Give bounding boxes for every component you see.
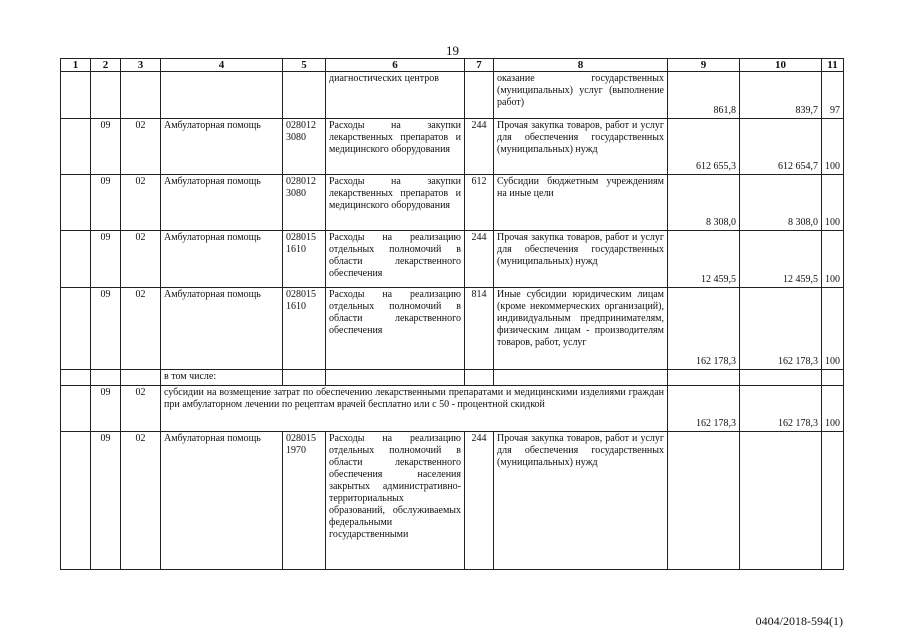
expense-type-name: Иные субсидии юридическим лицам (кроме некоммерческих организаций), индивидуальным предпринимателям, физическим лицам - производителям товаров, работ, услуг (494, 288, 668, 370)
header-cell: 10 (740, 59, 822, 72)
expense-type-name: Прочая закупка товаров, работ и услуг для обеспечения государственных (муниципальных) нужд (494, 231, 668, 288)
expense-type (465, 72, 494, 119)
header-cell: 6 (326, 59, 465, 72)
subsection-code: 02 (121, 175, 161, 231)
section-code: 09 (91, 175, 121, 231)
table-row (61, 370, 844, 386)
planned-amount: 861,8 (668, 72, 740, 119)
section-code: 09 (91, 288, 121, 370)
header-cell: 2 (91, 59, 121, 72)
table-header-row (61, 59, 844, 72)
document-code: 0404/2018-594(1) (755, 614, 843, 628)
planned-amount (668, 432, 740, 570)
header-cell: 1 (61, 59, 91, 72)
table-row (61, 231, 844, 288)
target-article: 028015 1970 (283, 432, 326, 570)
expense-type-name: Прочая закупка товаров, работ и услуг для обеспечения государственных (муниципальных) нужд (494, 432, 668, 570)
target-article: 028015 1610 (283, 288, 326, 370)
section-code: 09 (91, 119, 121, 175)
subsection-code (121, 72, 161, 119)
expense-type: 612 (465, 175, 494, 231)
target-article: 028012 3080 (283, 119, 326, 175)
percent-executed (822, 432, 844, 570)
subsection-name (161, 72, 283, 119)
percent-executed: 100 (822, 119, 844, 175)
expense-type-name: Прочая закупка товаров, работ и услуг для обеспечения государственных (муниципальных) нужд (494, 119, 668, 175)
planned-amount: 8 308,0 (668, 175, 740, 231)
planned-amount: 612 655,3 (668, 119, 740, 175)
subsection-name: Амбулаторная помощь (161, 288, 283, 370)
subsection-code: 02 (121, 119, 161, 175)
percent-executed: 100 (822, 288, 844, 370)
executed-amount (740, 432, 822, 570)
budget-table (60, 58, 844, 570)
header-cell: 3 (121, 59, 161, 72)
planned-amount: 12 459,5 (668, 231, 740, 288)
expense-type-name: Субсидии бюджетным учреждениям на иные цели (494, 175, 668, 231)
subsection-code: 02 (121, 386, 161, 432)
table-row (61, 288, 844, 370)
planned-amount: 162 178,3 (668, 386, 740, 432)
section-code (91, 72, 121, 119)
executed-amount: 839,7 (740, 72, 822, 119)
table-row (61, 119, 844, 175)
executed-amount: 612 654,7 (740, 119, 822, 175)
target-article (283, 72, 326, 119)
percent-executed: 97 (822, 72, 844, 119)
expense-type: 244 (465, 119, 494, 175)
page-number: 19 (446, 43, 459, 58)
section-code: 09 (91, 386, 121, 432)
executed-amount: 8 308,0 (740, 175, 822, 231)
table-row (61, 175, 844, 231)
executed-amount: 162 178,3 (740, 288, 822, 370)
target-article-name: Расходы на закупки лекарственных препаратов и медицинского оборудования (326, 175, 465, 231)
expense-type: 244 (465, 231, 494, 288)
header-cell: 9 (668, 59, 740, 72)
subsection-name: Амбулаторная помощь (161, 231, 283, 288)
header-cell: 8 (494, 59, 668, 72)
subsection-name: Амбулаторная помощь (161, 119, 283, 175)
expense-type-name: оказание государственных (муниципальных) услуг (выполнение работ) (494, 72, 668, 119)
expense-type: 244 (465, 432, 494, 570)
planned-amount: 162 178,3 (668, 288, 740, 370)
target-article: 028015 1610 (283, 231, 326, 288)
subsection-code: 02 (121, 432, 161, 570)
executed-amount: 12 459,5 (740, 231, 822, 288)
subsection-code: 02 (121, 231, 161, 288)
percent-executed: 100 (822, 175, 844, 231)
section-code: 09 (91, 231, 121, 288)
subsection-code: 02 (121, 288, 161, 370)
table-row (61, 72, 844, 119)
header-cell: 7 (465, 59, 494, 72)
executed-amount: 162 178,3 (740, 386, 822, 432)
subsection-name: Амбулаторная помощь (161, 432, 283, 570)
subsection-name: Амбулаторная помощь (161, 175, 283, 231)
target-article-name: Расходы на реализацию отдельных полномочий в области лекарственного обеспечения (326, 288, 465, 370)
header-cell: 4 (161, 59, 283, 72)
header-cell: 5 (283, 59, 326, 72)
target-article-name: Расходы на реализацию отдельных полномочий в области лекарственного обеспечения (326, 231, 465, 288)
section-code: 09 (91, 432, 121, 570)
in-total-label: в том числе: (161, 370, 283, 386)
percent-executed: 100 (822, 386, 844, 432)
target-article: 028012 3080 (283, 175, 326, 231)
table-row (61, 432, 844, 570)
percent-executed: 100 (822, 231, 844, 288)
target-article-name: диагностических центров (326, 72, 465, 119)
subsidy-description: субсидии на возмещение затрат по обеспечению лекарственными препаратами и медицинскими изделиями граждан при амбулаторном лечении по рецептам врачей бесплатно или с 50 - процентной скидкой (161, 386, 668, 432)
target-article-name: Расходы на реализацию отдельных полномочий в области лекарственного обеспечения населения закрытых административно-территориальных образований, обслуживаемых федеральными государственными (326, 432, 465, 570)
target-article-name: Расходы на закупки лекарственных препаратов и медицинского оборудования (326, 119, 465, 175)
header-cell: 11 (822, 59, 844, 72)
subsidy-row (61, 386, 844, 432)
expense-type: 814 (465, 288, 494, 370)
